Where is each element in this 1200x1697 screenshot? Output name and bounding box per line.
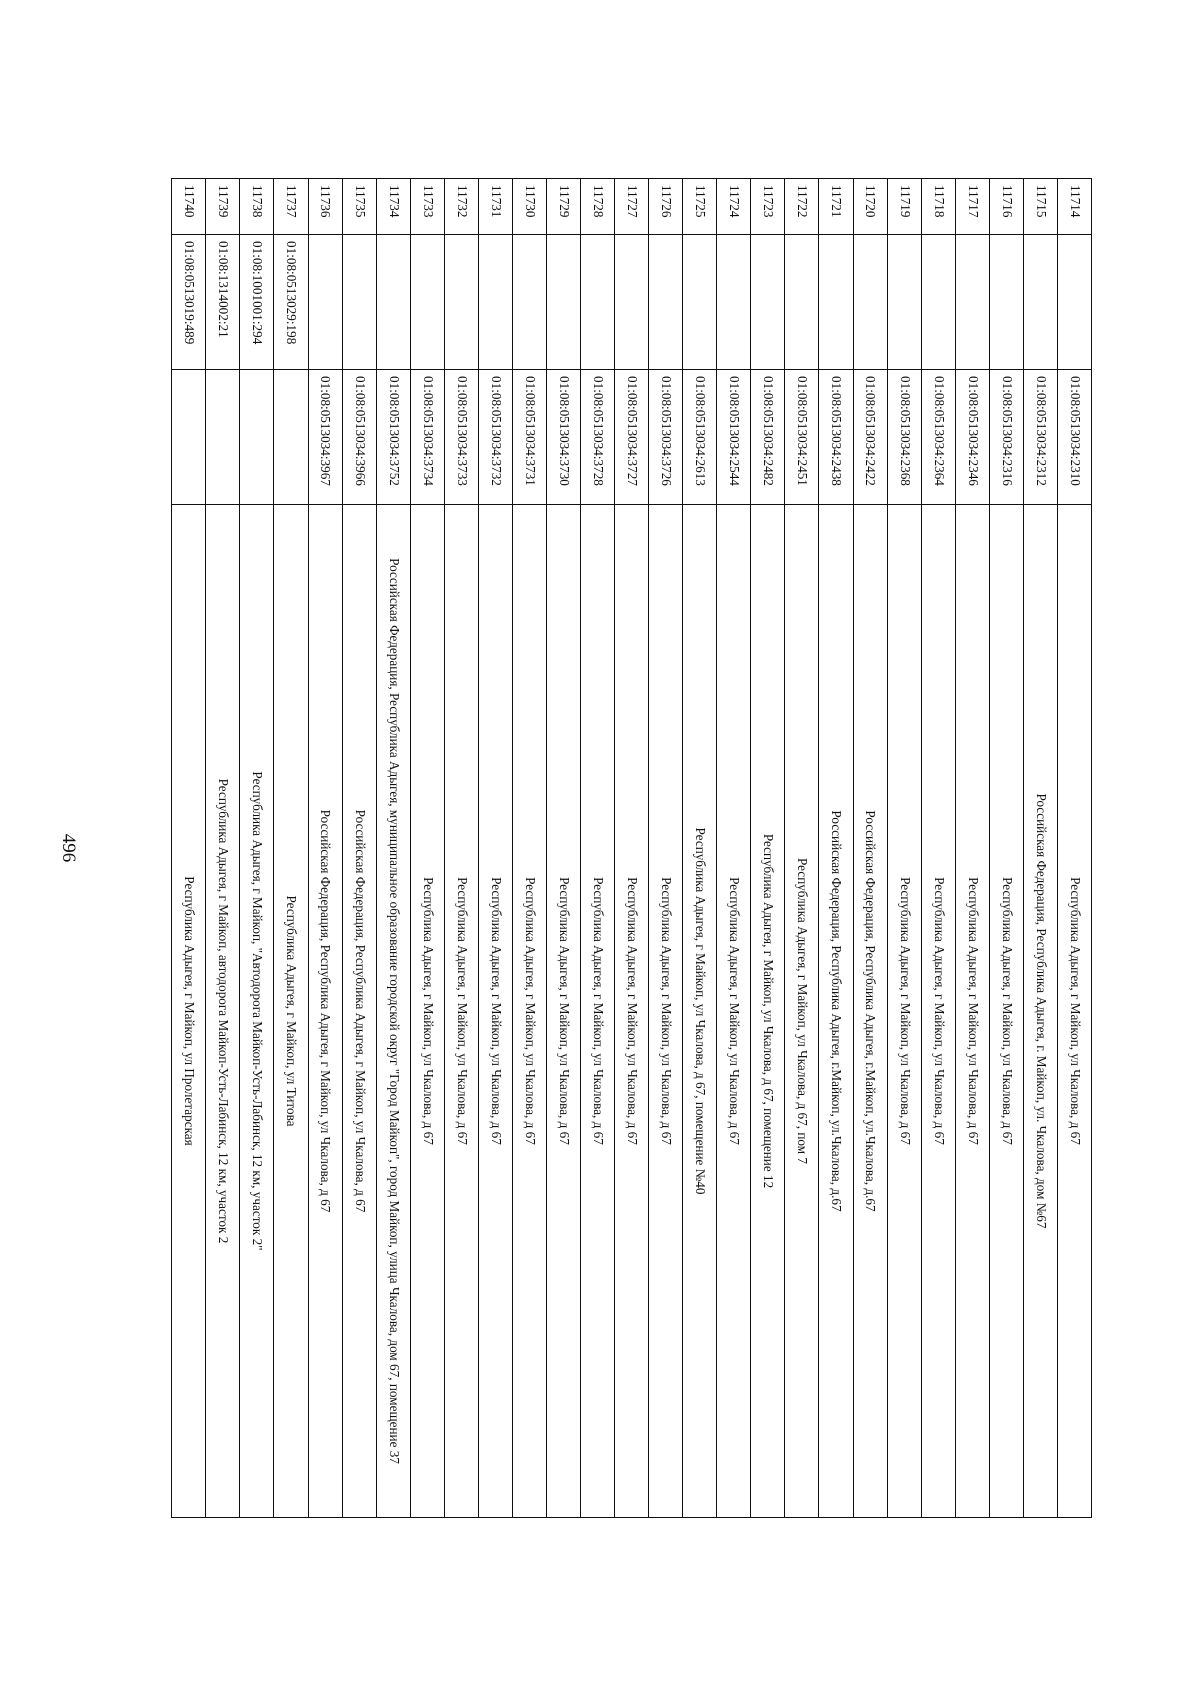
row-number-cell: 11717 [955,179,989,235]
registry-table-body [172,179,1092,1518]
row-number-cell: 11723 [751,179,785,235]
parent-cadastral-number-cell [615,235,649,370]
cadastral-number-cell: 01:08:0513034:3752 [376,370,410,505]
parent-cadastral-number-cell: 01:08:0513029:198 [274,235,308,370]
parent-cadastral-number-cell [649,235,683,370]
row-number-cell: 11725 [683,179,717,235]
parent-cadastral-number-cell [955,235,989,370]
row-number-cell: 11721 [819,179,853,235]
row-number-cell: 11735 [342,179,376,235]
parent-cadastral-number-cell [717,235,751,370]
parent-cadastral-number-cell [308,235,342,370]
parent-cadastral-number-cell: 01:08:1001001:294 [240,235,274,370]
row-number-cell: 11737 [274,179,308,235]
address-cell: Республика Адыгея, г Майкоп, ул Чкалова, д 67 [615,505,649,1518]
row-number-cell: 11720 [853,179,887,235]
table-row [206,179,240,1518]
address-cell: Республика Адыгея, г Майкоп, ул Чкалова, д 67, пом 7 [785,505,819,1518]
table-row [1057,179,1091,1518]
row-number-cell: 11734 [376,179,410,235]
cadastral-number-cell: 01:08:0513034:2312 [1023,370,1057,505]
table-row [172,179,206,1518]
table-row [308,179,342,1518]
table-row [478,179,512,1518]
table-row [615,179,649,1518]
row-number-cell: 11729 [547,179,581,235]
cadastral-number-cell: 01:08:0513034:2451 [785,370,819,505]
address-cell: Республика Адыгея, г Майкоп, ул Чкалова, д 67 [512,505,546,1518]
cadastral-number-cell [206,370,240,505]
row-number-cell: 11727 [615,179,649,235]
table-row [512,179,546,1518]
address-cell: Республика Адыгея, г Майкоп, ул Чкалова, д 67 [478,505,512,1518]
parent-cadastral-number-cell [785,235,819,370]
table-row [581,179,615,1518]
parent-cadastral-number-cell [410,235,444,370]
row-number-cell: 11728 [581,179,615,235]
table-row [1023,179,1057,1518]
parent-cadastral-number-cell [512,235,546,370]
parent-cadastral-number-cell [853,235,887,370]
address-cell: Российская Федерация, Республика Адыгея, г.Майкоп, ул.Чкалова, д.67 [819,505,853,1518]
parent-cadastral-number-cell [547,235,581,370]
cadastral-number-cell [240,370,274,505]
table-row [342,179,376,1518]
address-cell: Республика Адыгея, г Майкоп, ул Чкалова, д 67 [717,505,751,1518]
address-cell: Республика Адыгея, г Майкоп, ул Титова [274,505,308,1518]
table-row [376,179,410,1518]
parent-cadastral-number-cell [342,235,376,370]
table-row [444,179,478,1518]
address-cell: Республика Адыгея, г Майкоп, ул Чкалова, д 67 [887,505,921,1518]
parent-cadastral-number-cell [444,235,478,370]
parent-cadastral-number-cell [683,235,717,370]
address-cell: Республика Адыгея, г Майкоп, ул Чкалова, д 67, помещение №40 [683,505,717,1518]
table-row [955,179,989,1518]
row-number-cell: 11730 [512,179,546,235]
parent-cadastral-number-cell: 01:08:0513019:489 [172,235,206,370]
table-row [547,179,581,1518]
address-cell: Республика Адыгея, г Майкоп, ул Чкалова, д 67 [989,505,1023,1518]
table-row [853,179,887,1518]
table-row [785,179,819,1518]
parent-cadastral-number-cell [921,235,955,370]
registry-table [171,178,1092,1518]
address-cell: Российская Федерация, Республика Адыгея, г. Майкоп, ул. Чкалова, дом №67 [1023,505,1057,1518]
address-cell: Республика Адыгея, г Майкоп, ул Пролетарская [172,505,206,1518]
address-cell: Республика Адыгея, г Майкоп, ул Чкалова, д 67 [955,505,989,1518]
cadastral-number-cell: 01:08:0513034:2316 [989,370,1023,505]
row-number-cell: 11715 [1023,179,1057,235]
cadastral-number-cell: 01:08:0513034:2310 [1057,370,1091,505]
row-number-cell: 11726 [649,179,683,235]
parent-cadastral-number-cell [1057,235,1091,370]
cadastral-number-cell: 01:08:0513034:2482 [751,370,785,505]
cadastral-number-cell: 01:08:0513034:2438 [819,370,853,505]
row-number-cell: 11740 [172,179,206,235]
cadastral-number-cell: 01:08:0513034:3732 [478,370,512,505]
cadastral-number-cell: 01:08:0513034:2422 [853,370,887,505]
cadastral-number-cell: 01:08:0513034:2368 [887,370,921,505]
table-row [649,179,683,1518]
table-row [683,179,717,1518]
table-row [274,179,308,1518]
address-cell: Республика Адыгея, г Майкоп, "Автодорога Майкоп-Усть-Лабинск, 12 км, участок 2" [240,505,274,1518]
address-cell: Республика Адыгея, г Майкоп, автодорога Майкоп-Усть-Лабинск, 12 км, участок 2 [206,505,240,1518]
address-cell: Российская Федерация, Республика Адыгея, муниципальное образование городской округ "Город Майкоп", город Майкоп, улица Чкалова, дом 67, помещение 37 [376,505,410,1518]
cadastral-number-cell: 01:08:0513034:3967 [308,370,342,505]
parent-cadastral-number-cell [478,235,512,370]
address-cell: Российская Федерация, Республика Адыгея, г.Майкоп, ул.Чкалова, д.67 [853,505,887,1518]
address-cell: Российская Федерация, Республика Адыгея, г Майкоп, ул Чкалова, д 67 [342,505,376,1518]
address-cell: Республика Адыгея, г Майкоп, ул Чкалова, д 67 [921,505,955,1518]
parent-cadastral-number-cell [751,235,785,370]
table-row [887,179,921,1518]
cadastral-number-cell: 01:08:0513034:3734 [410,370,444,505]
row-number-cell: 11733 [410,179,444,235]
cadastral-number-cell: 01:08:0513034:3731 [512,370,546,505]
parent-cadastral-number-cell [1023,235,1057,370]
cadastral-number-cell: 01:08:0513034:3726 [649,370,683,505]
row-number-cell: 11724 [717,179,751,235]
address-cell: Республика Адыгея, г Майкоп, ул Чкалова, д 67 [410,505,444,1518]
table-row [717,179,751,1518]
row-number-cell: 11732 [444,179,478,235]
parent-cadastral-number-cell [819,235,853,370]
parent-cadastral-number-cell [887,235,921,370]
parent-cadastral-number-cell [989,235,1023,370]
parent-cadastral-number-cell [581,235,615,370]
cadastral-number-cell [172,370,206,505]
parent-cadastral-number-cell [376,235,410,370]
table-row [410,179,444,1518]
address-cell: Республика Адыгея, г Майкоп, ул Чкалова, д 67 [547,505,581,1518]
address-cell: Республика Адыгея, г Майкоп, ул Чкалова, д 67 [1057,505,1091,1518]
table-row [751,179,785,1518]
row-number-cell: 11714 [1057,179,1091,235]
address-cell: Республика Адыгея, г Майкоп, ул Чкалова, д 67 [444,505,478,1518]
cadastral-number-cell [274,370,308,505]
cadastral-number-cell: 01:08:0513034:2613 [683,370,717,505]
address-cell: Республика Адыгея, г Майкоп, ул Чкалова, д 67 [581,505,615,1518]
address-cell: Республика Адыгея, г Майкоп, ул Чкалова, д 67, помещение 12 [751,505,785,1518]
table-row [819,179,853,1518]
cadastral-number-cell: 01:08:0513034:2364 [921,370,955,505]
cadastral-number-cell: 01:08:0513034:3727 [615,370,649,505]
parent-cadastral-number-cell: 01:08:1314002:21 [206,235,240,370]
cadastral-number-cell: 01:08:0513034:3733 [444,370,478,505]
row-number-cell: 11738 [240,179,274,235]
table-row [240,179,274,1518]
rotated-table-wrapper [171,178,1092,1517]
row-number-cell: 11719 [887,179,921,235]
row-number-cell: 11731 [478,179,512,235]
row-number-cell: 11718 [921,179,955,235]
cadastral-number-cell: 01:08:0513034:3966 [342,370,376,505]
cadastral-number-cell: 01:08:0513034:2346 [955,370,989,505]
page-number: 496 [58,833,79,863]
cadastral-number-cell: 01:08:0513034:2544 [717,370,751,505]
row-number-cell: 11722 [785,179,819,235]
cadastral-number-cell: 01:08:0513034:3730 [547,370,581,505]
table-row [921,179,955,1518]
row-number-cell: 11716 [989,179,1023,235]
cadastral-number-cell: 01:08:0513034:3728 [581,370,615,505]
address-cell: Российская Федерация, Республика Адыгея, г Майкоп, ул Чкалова, д 67 [308,505,342,1518]
row-number-cell: 11736 [308,179,342,235]
address-cell: Республика Адыгея, г Майкоп, ул Чкалова, д 67 [649,505,683,1518]
row-number-cell: 11739 [206,179,240,235]
table-row [989,179,1023,1518]
